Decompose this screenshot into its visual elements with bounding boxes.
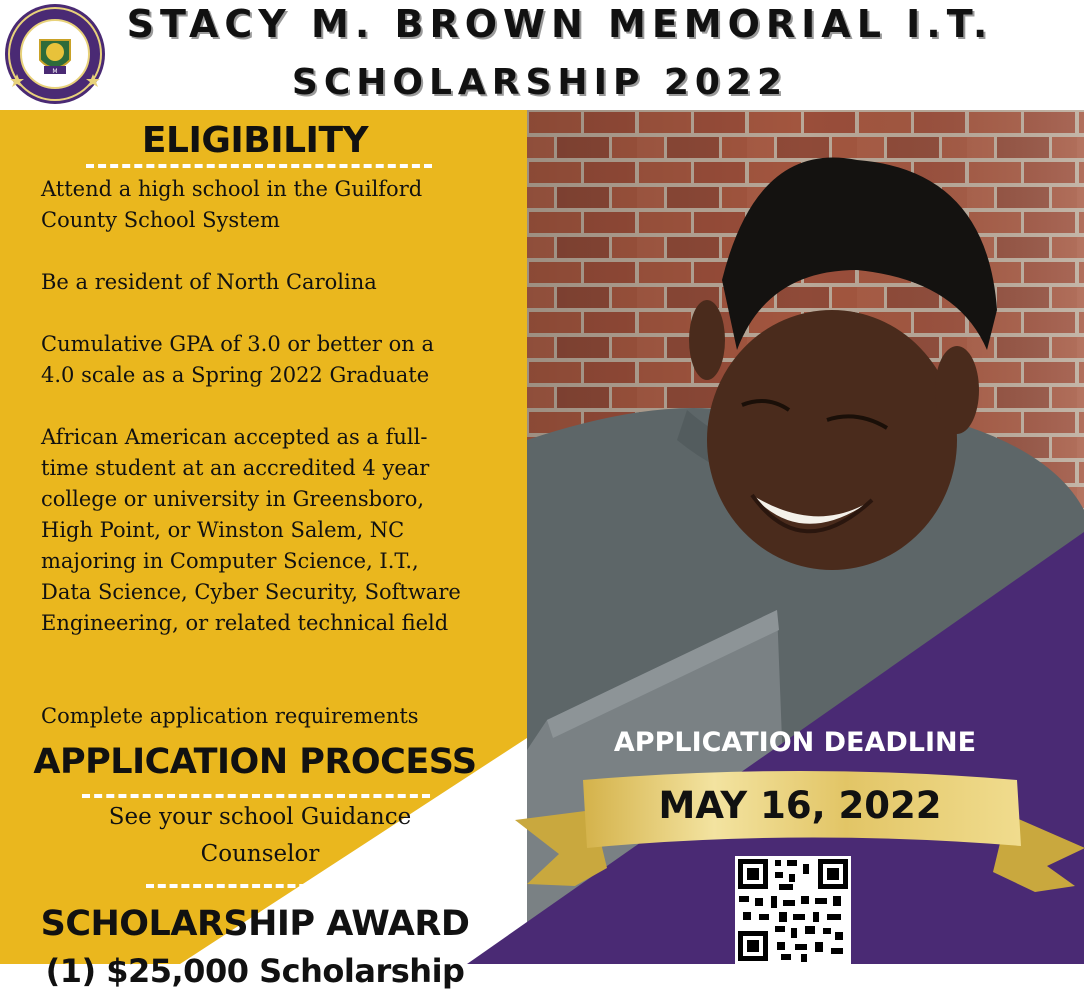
fraternity-seal-icon: [4, 2, 106, 106]
eligibility-item: Cumulative GPA of 3.0 or better on a 4.0 scale as a Spring 2022 Graduate: [41, 332, 434, 387]
application-process-heading: APPLICATION PROCESS: [33, 742, 477, 782]
qr-code-icon: [735, 856, 851, 964]
eligibility-item: Attend a high school in the Guilford County School System: [41, 177, 423, 232]
eligibility-item: Complete application requirements: [41, 704, 419, 728]
page-subtitle: SCHOLARSHIP 2022: [291, 62, 789, 103]
application-process-text: See your school Guidance: [108, 804, 412, 830]
divider: [86, 164, 432, 168]
eligibility-heading: ELIGIBILITY: [141, 120, 369, 161]
page-title: STACY M. BROWN MEMORIAL I.T.: [126, 2, 994, 46]
deadline-label: APPLICATION DEADLINE: [613, 727, 977, 758]
deadline-date: MAY 16, 2022: [658, 784, 942, 827]
info-panel: [0, 110, 527, 990]
scholarship-award-text: (1) $25,000 Scholarship: [45, 952, 465, 990]
application-process-text: Counselor: [200, 841, 320, 867]
eligibility-item: Be a resident of North Carolina: [41, 270, 377, 294]
header: [0, 0, 1084, 110]
divider: [146, 884, 378, 888]
scholarship-award-heading: SCHOLARSHIP AWARD: [40, 904, 470, 944]
divider: [82, 794, 430, 798]
svg-text:M: M: [52, 68, 58, 75]
eligibility-item: African American accepted as a full-time student at an accredited 4 year college or university in Greensboro, High Point, or Winston Salem, NC majoring in Computer Science, I.T., Data Science, Cyber Security, Software Engineering, or related technical field: [41, 425, 461, 635]
